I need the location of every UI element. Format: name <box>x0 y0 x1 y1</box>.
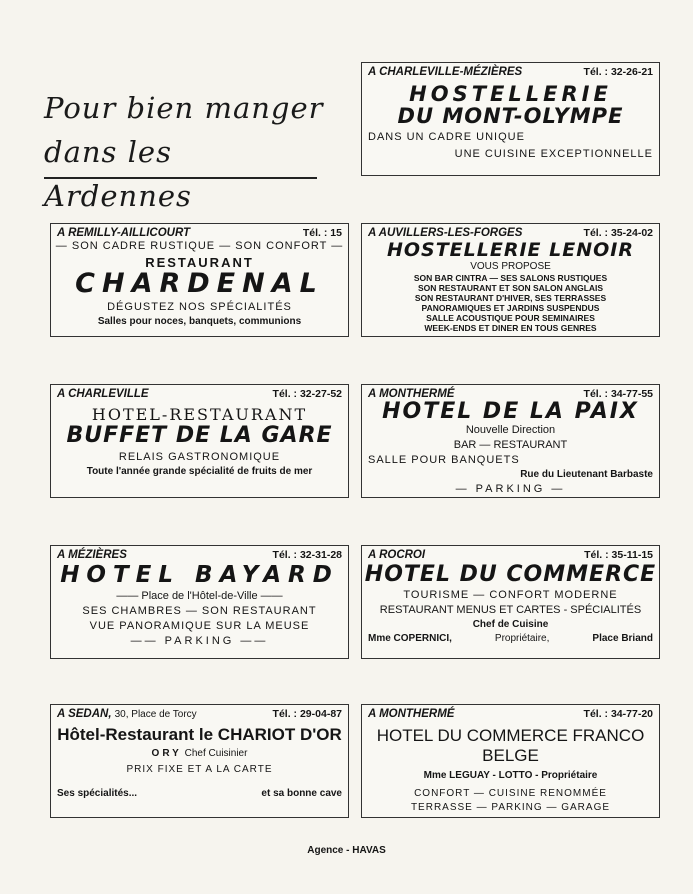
ad-text-4: —— PARKING —— <box>130 635 269 648</box>
ad-left-text: Ses spécialités... <box>57 788 138 799</box>
ad-text-2: Salles pour noces, banquets, communions <box>97 316 302 328</box>
ad-line: PANORAMIQUES ET JARDINS SUSPENDUS <box>421 302 600 313</box>
ad-text-1: Mme LEGUAY - LOTTO - Propriétaire <box>423 770 598 781</box>
ad-chef-name: ORY <box>151 748 182 759</box>
ad-location: A REMILLY-AILLICOURT <box>57 227 191 239</box>
ad-footer-row <box>51 787 348 801</box>
ad-name-line-1: HOSTELLERIE <box>409 82 612 106</box>
ad-line: WEEK-ENDS ET DINER EN TOUS GENRES <box>424 322 597 333</box>
ad-owner-row <box>362 632 659 646</box>
ad-text-1: DÉGUSTEZ NOS SPÉCIALITÉS <box>107 301 292 314</box>
ad-owner-role: Propriétaire, <box>494 633 550 645</box>
ad-kind: RESTAURANT <box>145 255 254 270</box>
ad-phone: Tél. : 15 <box>302 227 342 239</box>
footer-agency: Agence - HAVAS <box>307 845 386 856</box>
ad-phone: Tél. : 34-77-55 <box>583 388 653 400</box>
ad-name: CHARDENAL <box>75 268 324 299</box>
ad-location: A ROCROI <box>368 549 426 561</box>
ad-line: SON RESTAURANT ET SON SALON ANGLAIS <box>417 282 604 293</box>
heading-line-2: dans les Ardennes <box>44 135 192 213</box>
ad-text-3: Chef de Cuisine <box>472 619 549 631</box>
ad-text-1: TOURISME — CONFORT MODERNE <box>403 589 618 602</box>
ad-name: HOTEL DU COMMERCE <box>364 562 657 587</box>
ad-location: A CHARLEVILLE-MÉZIÈRES <box>368 66 523 78</box>
ad-text-3: SALLE POUR BANQUETS <box>368 454 520 467</box>
ad-line: SON BAR CINTRA — SES SALONS RUSTIQUES <box>413 272 608 283</box>
ad-phone: Tél. : 35-24-02 <box>583 227 653 239</box>
ad-franco-belge <box>361 704 660 818</box>
ad-chef-role: Chef Cuisinier <box>184 748 248 759</box>
ad-chariot-or <box>50 704 349 818</box>
ad-phone: Tél. : 32-31-28 <box>272 549 342 561</box>
ad-text-3: VUE PANORAMIQUE SUR LA MEUSE <box>89 620 310 633</box>
ad-name: HOSTELLERIE LENOIR <box>386 239 634 261</box>
ad-location: A MONTHERMÉ <box>368 388 455 400</box>
ad-location: A MÉZIÈRES <box>57 549 127 561</box>
ad-chardenal <box>50 223 349 337</box>
ad-text-1: RELAIS GASTRONOMIQUE <box>118 451 281 464</box>
ad-phone: Tél. : 32-26-21 <box>583 66 653 78</box>
ad-text-2: UNE CUISINE EXCEPTIONNELLE <box>454 148 653 161</box>
ad-name-line-2: DU MONT-OLYMPE <box>397 104 624 129</box>
ad-text-5: — PARKING — <box>455 483 566 496</box>
ad-text-2: RESTAURANT MENUS ET CARTES - SPÉCIALITÉS <box>379 604 642 617</box>
ad-right-text: et sa bonne cave <box>261 788 342 799</box>
ad-lenoir <box>361 223 660 337</box>
ad-name-line-2: BUFFET DE LA GARE <box>66 423 333 448</box>
ad-phone: Tél. : 29-04-87 <box>272 708 342 720</box>
ad-line: SON RESTAURANT D'HIVER, SES TERRASSES <box>414 292 607 303</box>
ad-text-2: SES CHAMBRES — SON RESTAURANT <box>82 605 317 618</box>
ad-text-2: CONFORT — CUISINE RENOMMÉE <box>414 788 607 799</box>
ad-text-4: Rue du Lieutenant Barbaste <box>520 469 653 481</box>
ad-tagline: — SON CADRE RUSTIQUE — SON CONFORT — <box>55 240 344 252</box>
ad-phone: Tél. : 32-27-52 <box>272 388 342 400</box>
ad-text-2: PRIX FIXE ET A LA CARTE <box>126 764 273 775</box>
ad-line: SALLE ACOUSTIQUE POUR SEMINAIRES <box>426 312 595 323</box>
ad-phone: Tél. : 35-11-15 <box>584 549 653 561</box>
ad-place: Place Briand <box>592 633 653 645</box>
ad-intro: VOUS PROPOSE <box>470 260 551 272</box>
ad-text-1: —— Place de l'Hôtel-de-Ville —— <box>116 590 283 603</box>
heading-underline <box>44 177 317 179</box>
ad-hotel-bayard <box>50 545 349 659</box>
ad-buffet-gare <box>50 384 349 498</box>
ad-text-3: TERRASSE — PARKING — GARAGE <box>410 802 611 813</box>
ad-text-2: Toute l'année grande spécialité de fruits de mer <box>86 466 313 478</box>
heading-title <box>44 86 324 218</box>
ad-location: A SEDAN, <box>57 708 112 720</box>
ad-location: A MONTHERMÉ <box>368 708 455 720</box>
ad-name: HOTEL DE LA PAIX <box>382 399 639 424</box>
ad-hotel-paix <box>361 384 660 498</box>
ad-commerce-rocroi <box>361 545 660 659</box>
ad-location: A CHARLEVILLE <box>57 388 149 400</box>
ad-name: HOTEL DU COMMERCE FRANCO BELGE <box>376 726 645 765</box>
ad-name: Hôtel-Restaurant le CHARIOT D'OR <box>57 725 342 744</box>
ad-owner: Mme COPERNICI, <box>368 633 452 645</box>
ad-mont-olympe <box>361 62 660 176</box>
ad-name-line-1: HOTEL-RESTAURANT <box>91 405 308 424</box>
ad-text-1: Nouvelle Direction <box>465 424 556 437</box>
ad-text-1: DANS UN CADRE UNIQUE <box>368 131 525 144</box>
ad-location: A AUVILLERS-LES-FORGES <box>368 227 523 239</box>
ad-text-2: BAR — RESTAURANT <box>453 439 568 452</box>
ad-name: HOTEL BAYARD <box>60 562 339 588</box>
ad-phone: Tél. : 34-77-20 <box>583 708 653 720</box>
ad-address: 30, Place de Torcy <box>114 709 197 720</box>
heading-line-1: Pour bien manger <box>44 91 324 125</box>
